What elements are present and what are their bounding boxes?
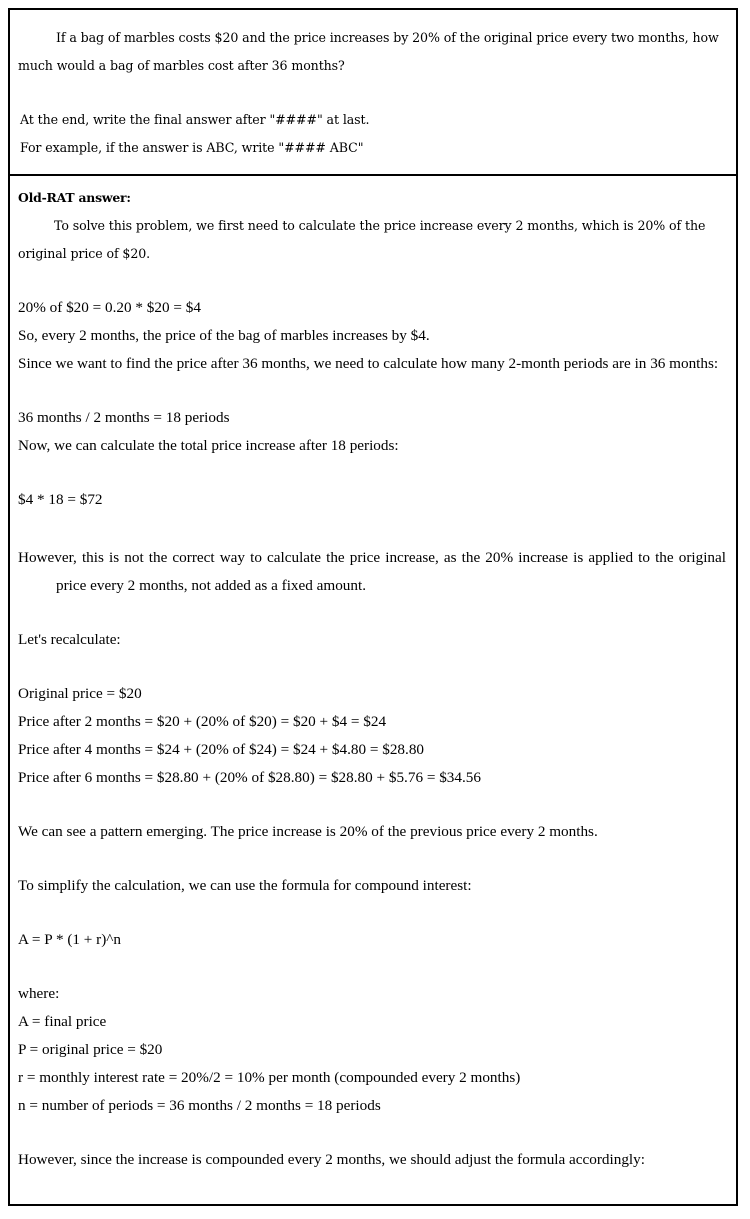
spacer [18,1120,726,1146]
spacer [18,954,726,980]
spacer [18,846,726,872]
spacer [18,460,726,486]
answer-line: 36 months / 2 months = 18 periods [18,409,230,426]
answer-section [10,176,736,1174]
answer-line: However, this is not the correct way to calculate the price increase, as the 20% increase is applied to the original price every 2 months, not added as a fixed amount. [18,549,726,594]
answer-line: where: [18,985,60,1002]
spacer [18,514,726,544]
answer-line: Price after 6 months = $28.80 + (20% of $28.80) = $28.80 + $5.76 = $34.56 [18,769,481,786]
answer-line: $4 * 18 = $72 [18,491,103,508]
answer-line: n = number of periods = 36 months / 2 months = 18 periods [18,1097,381,1114]
prompt-bottom-spacer [10,162,736,174]
spacer [18,792,726,818]
answer-line: So, every 2 months, the price of the bag of marbles increases by $4. [18,327,430,344]
answer-line: Let's recalculate: [18,631,121,648]
answer-line: Now, we can calculate the total price increase after 18 periods: [18,437,399,454]
answer-line: P = original price = $20 [18,1041,163,1058]
spacer [18,600,726,626]
answer-line: Original price = $20 [18,685,142,702]
answer-line: To simplify the calculation, we can use the formula for compound interest: [18,877,472,894]
answer-line: Price after 2 months = $20 + (20% of $20) = $20 + $4 = $24 [18,713,387,730]
answer-line: However, since the increase is compounded every 2 months, we should adjust the formula accordingly: [18,1151,645,1168]
spacer [18,378,726,404]
answer-line: A = final price [18,1013,107,1030]
answer-line: r = monthly interest rate = 20%/2 = 10% per month (compounded every 2 months) [18,1069,521,1086]
prompt-section [10,10,736,176]
answer-line: Price after 4 months = $24 + (20% of $24) = $24 + $4.80 = $28.80 [18,741,425,758]
answer-line: Since we want to find the price after 36 months, we need to calculate how many 2-month periods are in 36 months: [18,355,719,372]
answer-line: 20% of $20 = 0.20 * $20 = $4 [18,299,201,316]
answer-heading: Old-RAT answer: [18,190,131,205]
answer-intro-paragraph: To solve this problem, we first need to calculate the price increase every 2 months, which is 20% of the original price of $20. [18,218,706,261]
prompt-question-text: If a bag of marbles costs $20 and the price increases by 20% of the original price every two months, how much would a bag of marbles cost after 36 months? [18,30,719,73]
spacer [18,654,726,680]
spacer [18,268,726,294]
prompt-spacer [10,80,736,106]
spacer [18,900,726,926]
answer-line: A = P * (1 + r)^n [18,931,122,948]
answer-line: We can see a pattern emerging. The price increase is 20% of the previous price every 2 months. [18,823,598,840]
prompt-instruction-example: For example, if the answer is ABC, write "#### ABC" [20,140,364,155]
document-frame [8,8,738,1206]
prompt-instruction-final-answer: At the end, write the final answer after "####" at last. [20,112,370,127]
